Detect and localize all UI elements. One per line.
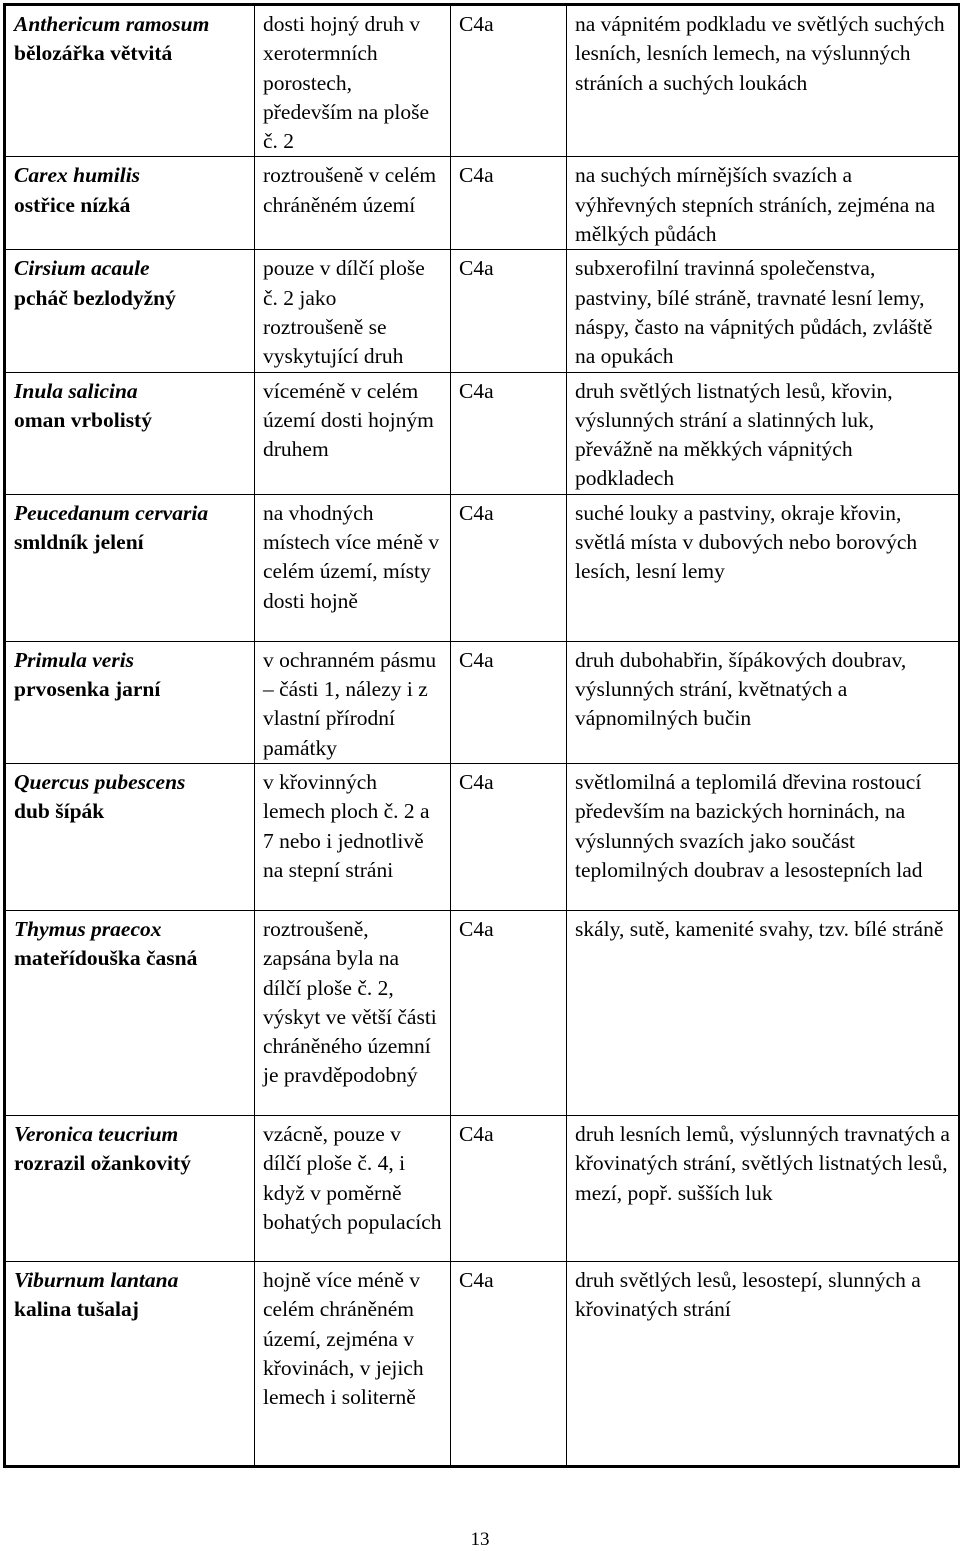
czech-name: oman vrbolistý <box>14 407 152 432</box>
habitat-cell: na vápnitém podkladu ve světlých suchých lesních, lesních lemech, na výslunných stráních a suchých loukách <box>567 5 960 157</box>
occurrence-cell: v ochranném pásmu – části 1, nálezy i z vlastní přírodní památky <box>255 641 451 763</box>
table-row <box>5 910 960 1115</box>
latin-name: Thymus praecox <box>14 916 162 941</box>
habitat-cell: druh dubohabřin, šípákových doubrav, výslunných strání, květnatých a vápnomilných bučin <box>567 641 960 763</box>
czech-name: bělozářka větvitá <box>14 41 173 66</box>
zone-cell: C4a <box>451 1115 567 1261</box>
habitat-cell: světlomilná a teplomilá dřevina rostoucí především na bazických horninách, na výslunných svazích jako součást teplomilných doubrav a lesostepních lad <box>567 763 960 910</box>
occurrence-cell: vzácně, pouze v dílčí ploše č. 4, i když v poměrně bohatých populacích <box>255 1115 451 1261</box>
habitat-cell: druh světlých listnatých lesů, křovin, výslunných strání a slatinných luk, převážně na měkkých vápnitých podkladech <box>567 372 960 494</box>
occurrence-cell: na vhodných místech více méně v celém území, místy dosti hojně <box>255 494 451 641</box>
zone-cell: C4a <box>451 641 567 763</box>
table-row <box>5 494 960 641</box>
table-row <box>5 157 960 250</box>
habitat-cell: druh světlých lesů, lesostepí, slunných a křovinatých strání <box>567 1261 960 1466</box>
habitat-cell: druh lesních lemů, výslunných travnatých a křovinatých strání, světlých listnatých lesů, mezí, popř. sušších luk <box>567 1115 960 1261</box>
species-name-cell <box>5 250 255 372</box>
species-name-cell <box>5 763 255 910</box>
latin-name: Carex humilis <box>14 163 141 188</box>
table-row <box>5 1261 960 1466</box>
latin-name: Viburnum lantana <box>14 1267 179 1292</box>
occurrence-cell: roztroušeně, zapsána byla na dílčí ploše č. 2, výskyt ve větší části chráněného územní je pravděpodobný <box>255 910 451 1115</box>
species-name-cell <box>5 157 255 250</box>
species-table <box>3 3 960 1468</box>
latin-name: Primula veris <box>14 647 135 672</box>
latin-name: Cirsium acaule <box>14 256 150 281</box>
latin-name: Anthericum ramosum <box>14 12 210 36</box>
latin-name: Peucedanum cervaria <box>14 500 209 525</box>
czech-name: prvosenka jarní <box>14 677 161 702</box>
latin-name: Veronica teucrium <box>14 1121 179 1146</box>
page-number: 13 <box>470 1529 490 1550</box>
czech-name: ostřice nízká <box>14 192 131 217</box>
zone-cell: C4a <box>451 372 567 494</box>
zone-cell: C4a <box>451 1261 567 1466</box>
zone-cell: C4a <box>451 5 567 157</box>
species-name-cell <box>5 1261 255 1466</box>
czech-name: kalina tušalaj <box>14 1297 139 1322</box>
occurrence-cell: v křovinných lemech ploch č. 2 a 7 nebo i jednotlivě na stepní stráni <box>255 763 451 910</box>
table-row <box>5 5 960 157</box>
zone-cell: C4a <box>451 910 567 1115</box>
species-name-cell <box>5 1115 255 1261</box>
occurrence-cell: hojně více méně v celém chráněném území, zejména v křovinách, v jejich lemech i soliterně <box>255 1261 451 1466</box>
table-row <box>5 763 960 910</box>
habitat-cell: skály, sutě, kamenité svahy, tzv. bílé stráně <box>567 910 960 1115</box>
occurrence-cell: pouze v dílčí ploše č. 2 jako roztroušeně se vyskytující druh <box>255 250 451 372</box>
table-row <box>5 372 960 494</box>
table-row <box>5 1115 960 1261</box>
species-name-cell <box>5 494 255 641</box>
czech-name: pcháč bezlodyžný <box>14 285 176 310</box>
occurrence-cell: roztroušeně v celém chráněném území <box>255 157 451 250</box>
habitat-cell: na suchých mírnějších svazích a výhřevných stepních stráních, zejména na mělkých půdách <box>567 157 960 250</box>
czech-name: smldník jelení <box>14 530 144 555</box>
zone-cell: C4a <box>451 157 567 250</box>
occurrence-cell: víceméně v celém území dosti hojným druhem <box>255 372 451 494</box>
czech-name: mateřídouška časná <box>14 946 198 971</box>
czech-name: dub šípák <box>14 799 105 824</box>
habitat-cell: subxerofilní travinná společenstva, pastviny, bílé stráně, travnaté lesní lemy, náspy, často na vápnitých půdách, zvláště na opukách <box>567 250 960 372</box>
zone-cell: C4a <box>451 250 567 372</box>
species-name-cell <box>5 641 255 763</box>
czech-name: rozrazil ožankovitý <box>14 1151 191 1176</box>
species-name-cell <box>5 910 255 1115</box>
species-name-cell <box>5 5 255 157</box>
habitat-cell: suché louky a pastviny, okraje křovin, světlá místa v dubových nebo borových lesích, lesní lemy <box>567 494 960 641</box>
zone-cell: C4a <box>451 763 567 910</box>
latin-name: Inula salicina <box>14 378 138 403</box>
latin-name: Quercus pubescens <box>14 769 186 794</box>
species-name-cell <box>5 372 255 494</box>
zone-cell: C4a <box>451 494 567 641</box>
table-row <box>5 641 960 763</box>
table-row <box>5 250 960 372</box>
occurrence-cell: dosti hojný druh v xerotermních porostech, především na ploše č. 2 <box>255 5 451 157</box>
